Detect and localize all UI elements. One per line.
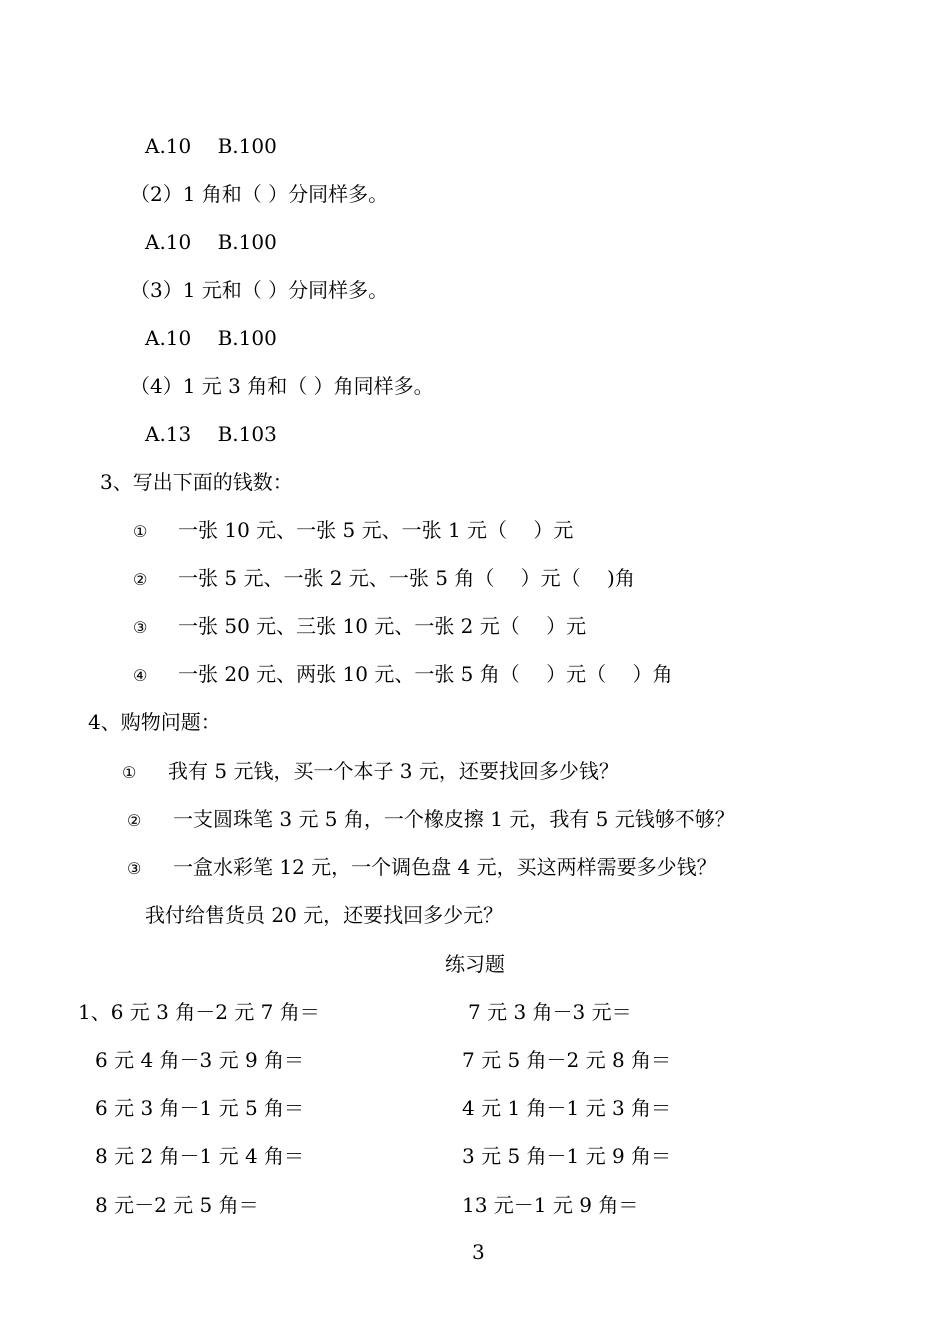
q2-options-2: A.10 B.100 (145, 230, 277, 254)
q4-item-text: 一盒水彩笔 12 元，一个调色盘 4 元，买这两样需要多少钱？ (173, 855, 717, 879)
practice-right-item: 3 元 5 角－1 元 9 角＝ (462, 1144, 672, 1168)
q3-item-marker: ④ (133, 666, 148, 685)
q3-item-marker: ② (133, 570, 148, 589)
practice-right-item: 7 元 3 角－3 元＝ (468, 1000, 632, 1024)
practice-left-item: 8 元 2 角－1 元 4 角＝ (95, 1144, 305, 1168)
q4-item-marker: ② (127, 811, 142, 830)
q4-item-marker: ③ (127, 859, 142, 878)
q2-question-3: （3）1 元和（ ）分同样多。 (130, 278, 389, 302)
q3-item-marker: ③ (133, 618, 148, 637)
practice-title: 练习题 (445, 952, 505, 976)
q3-item-marker: ① (133, 522, 148, 541)
q4-item-marker: ① (122, 763, 137, 782)
q4-title: 4、购物问题： (88, 710, 221, 734)
practice-left-item: 6 元 4 角－3 元 9 角＝ (95, 1048, 305, 1072)
q2-question-4: （4）1 元 3 角和（ ）角同样多。 (130, 374, 434, 398)
q3-item-text: 一张 20 元、两张 10 元、一张 5 角（ ）元（ ）角 (178, 662, 673, 686)
q2-options-4: A.13 B.103 (145, 422, 277, 446)
q3-title: 3、写出下面的钱数： (100, 470, 293, 494)
practice-left-item: 1、6 元 3 角－2 元 7 角＝ (78, 1000, 320, 1024)
q3-item-text: 一张 50 元、三张 10 元、一张 2 元（ ）元 (178, 614, 587, 638)
q4-item-text: 我有 5 元钱，买一个本子 3 元，还要找回多少钱？ (168, 759, 619, 783)
q2-options-1: A.10 B.100 (145, 134, 277, 158)
q2-options-3: A.10 B.100 (145, 326, 277, 350)
practice-left-item: 8 元－2 元 5 角＝ (95, 1193, 259, 1217)
q2-question-2: （2）1 角和（ ）分同样多。 (130, 182, 389, 206)
q3-item-text: 一张 5 元、一张 2 元、一张 5 角（ ）元（ )角 (178, 566, 635, 590)
page-number: 3 (472, 1240, 485, 1264)
practice-right-item: 4 元 1 角－1 元 3 角＝ (462, 1096, 672, 1120)
practice-right-item: 13 元－1 元 9 角＝ (462, 1193, 639, 1217)
q4-continuation: 我付给售货员 20 元，还要找回多少元？ (145, 903, 504, 927)
q4-item-text: 一支圆珠笔 3 元 5 角，一个橡皮擦 1 元，我有 5 元钱够不够？ (173, 807, 735, 831)
practice-left-item: 6 元 3 角－1 元 5 角＝ (95, 1096, 305, 1120)
practice-right-item: 7 元 5 角－2 元 8 角＝ (462, 1048, 672, 1072)
q3-item-text: 一张 10 元、一张 5 元、一张 1 元（ ）元 (178, 518, 574, 542)
